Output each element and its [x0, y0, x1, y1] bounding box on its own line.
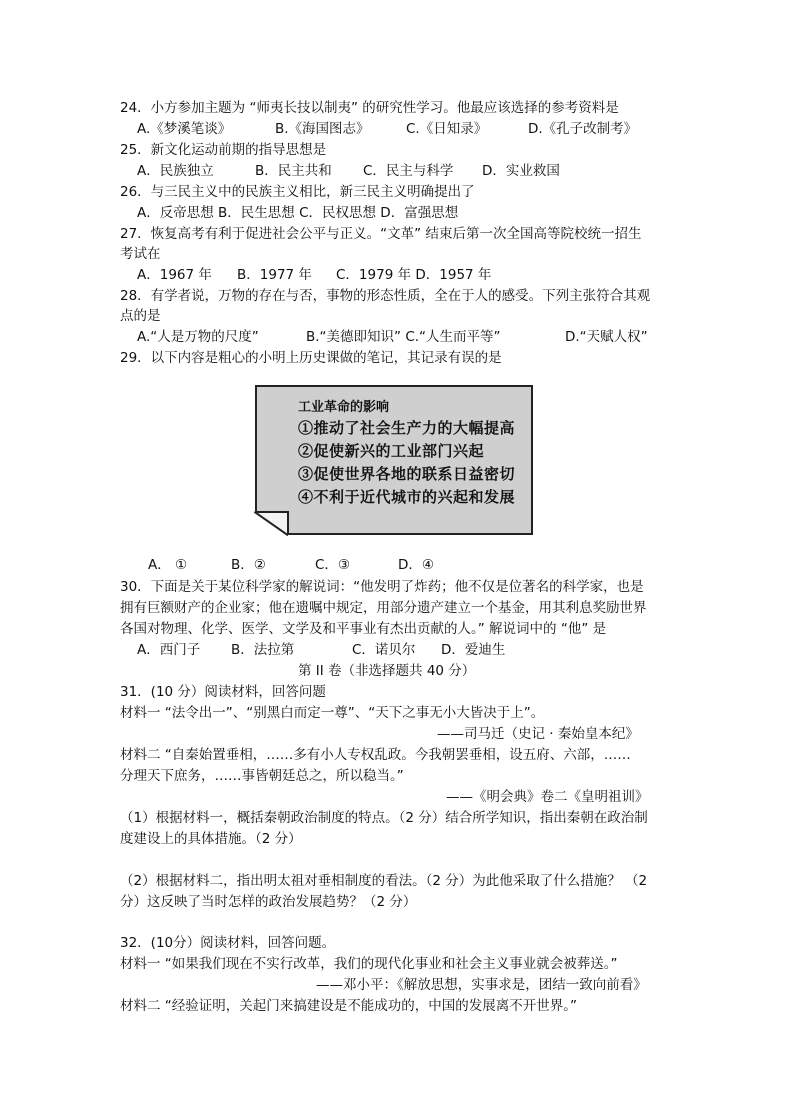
q31-material2-line2: 分理天下庶务，……事皆朝廷总之，所以稳当。”: [120, 768, 404, 784]
q24-option-d: D.《孔子改制考》: [528, 121, 638, 137]
q27-stem-line2: 考试在: [120, 246, 161, 262]
q32-material2: 材料二 “经验证明，关起门来搞建设是不能成功的，中国的发展离不开世界。”: [120, 998, 578, 1014]
note-item-3: ③促使世界各地的联系日益密切: [298, 465, 516, 483]
q32-title: 32．(10分）阅读材料，回答问题。: [120, 935, 336, 951]
q30-option-c: C．诺贝尔: [352, 642, 416, 658]
q29-option-d: D．④: [398, 557, 434, 573]
q30-line1: 30．下面是关于某位科学家的解说词：“他发明了炸药；他不仅是位著名的科学家，也是: [120, 579, 644, 595]
q24-option-c: C.《日知录》: [406, 121, 488, 137]
q31-part1-line2: 度建设上的具体措施。（2 分）: [120, 831, 302, 847]
q27-stem-line1: 27．恢复高考有利于促进社会公平与正义。“文革” 结束后第一次全国高等院校统一招生: [120, 226, 642, 242]
q32-material1-source: ——邓小平：《解放思想，实事求是，团结一致向前看》: [316, 977, 647, 993]
q29-option-b: B．②: [231, 557, 266, 573]
q28-option-bc: B.“美德即知识” C.“人生而平等”: [306, 329, 501, 345]
q27-option-a: A．1967 年: [137, 267, 212, 283]
q28-option-a: A.“人是万物的尺度”: [137, 329, 259, 345]
note-item-2: ②促使新兴的工业部门兴起: [298, 442, 485, 460]
q28-stem-line1: 28．有学者说，万物的存在与否，事物的形态性质，全在于人的感受。下列主张符合其观: [120, 288, 651, 304]
q31-title: 31．(10 分）阅读材料，回答问题: [120, 684, 326, 700]
q28-stem-line2: 点的是: [120, 308, 161, 324]
q30-option-b: B．法拉第: [231, 642, 295, 658]
q29-stem: 29．以下内容是粗心的小明上历史课做的笔记，其记录有误的是: [120, 350, 502, 366]
note-item-1: ①推动了社会生产力的大幅提高: [298, 419, 516, 437]
note-title: 工业革命的影响: [298, 400, 390, 415]
section2-heading: 第 II 卷（非选择题共 40 分）: [298, 663, 476, 679]
q25-stem: 25．新文化运动前期的指导思想是: [120, 142, 327, 158]
q31-material2-source: ——《明会典》卷二《皇明祖训》: [446, 789, 649, 805]
q29-option-a: A． ①: [148, 557, 188, 573]
q31-material1: 材料一 “法令出一”、“别黑白而定一尊”、“天下之事无小大皆决于上”。: [120, 705, 545, 721]
q26-options: A．反帝思想 B．民生思想 C．民权思想 D．富强思想: [137, 205, 459, 221]
q31-material2-line1: 材料二 “自秦始置垂相，……多有小人专权乱政。今我朝罢垂相，设五府、六部，……: [120, 747, 631, 763]
q25-option-a: A．民族独立: [137, 163, 214, 179]
q31-material1-source: ——司马迁（史记 · 秦始皇本纪》: [437, 726, 639, 742]
q26-stem: 26．与三民主义中的民族主义相比，新三民主义明确提出了: [120, 184, 475, 200]
q25-option-d: D．实业救国: [482, 163, 560, 179]
q30-option-d: D．爱迪生: [441, 642, 506, 658]
q27-option-cd: C．1979 年 D．1957 年: [336, 267, 492, 283]
q24-option-b: B.《海国图志》: [275, 121, 370, 137]
note-item-4: ④不利于近代城市的兴起和发展: [298, 488, 516, 506]
q24-stem: 24．小方参加主题为 “师夷长技以制夷” 的研究性学习。他最应该选择的参考资料是: [120, 100, 619, 116]
q29-option-c: C．③: [315, 557, 351, 573]
q30-option-a: A．西门子: [137, 642, 201, 658]
q32-material1: 材料一 “如果我们现在不实行改革，我们的现代化事业和社会主义事业就会被葬送。”: [120, 956, 618, 972]
q28-option-d: D.“天赋人权”: [565, 329, 648, 345]
q31-part2-line1: （2）根据材料二，指出明太祖对垂相制度的看法。（2 分）为此他采取了什么措施？ （2: [120, 873, 648, 889]
q31-part1-line1: （1）根据材料一，概括秦朝政治制度的特点。（2 分）结合所学知识，指出秦朝在政治制: [120, 810, 648, 826]
q30-line3: 各国对物理、化学、医学、文学及和平事业有杰出贡献的人。” 解说词中的 “他” 是: [120, 621, 607, 637]
q25-option-c: C．民主与科学: [363, 163, 454, 179]
q24-option-a: A.《梦溪笔谈》: [137, 121, 232, 137]
q25-option-b: B．民主共和: [255, 163, 332, 179]
q27-option-b: B．1977 年: [237, 267, 312, 283]
q30-line2: 拥有巨额财产的企业家；他在遗嘱中规定，用部分遗产建立一个基金，用其利息奖励世界: [120, 600, 647, 616]
q31-part2-line2: 分）这反映了当时怎样的政治发展趋势？（2 分）: [120, 894, 417, 910]
